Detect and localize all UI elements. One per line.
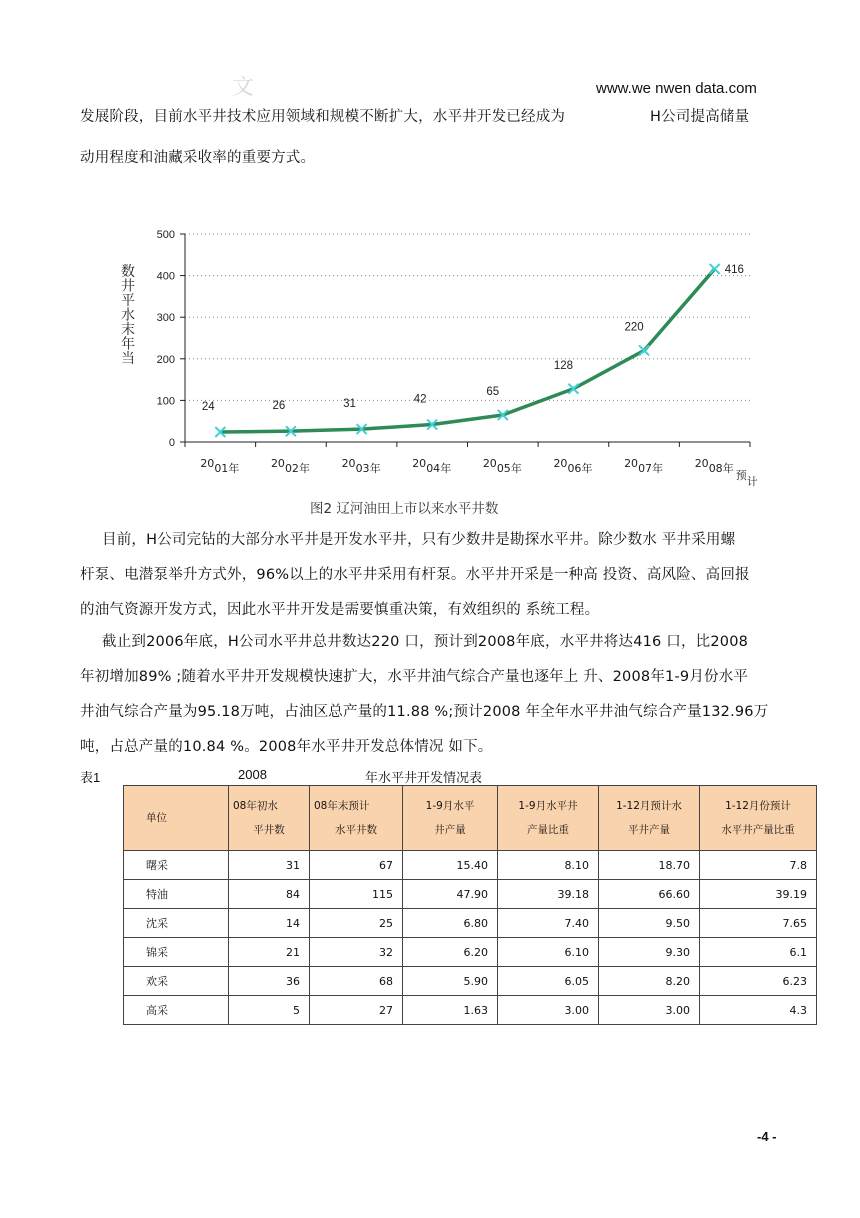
data-label: 220 (624, 321, 644, 334)
table-header-line: 平井产量 (628, 824, 670, 836)
x-tick-label: 2007年 (624, 457, 664, 475)
table-header-line: 1-12月份预计 (725, 800, 791, 812)
y-axis-label-char: 年 (121, 336, 135, 353)
x-tick-label: 2002年 (270, 457, 310, 475)
table-cell: 18.70 (599, 851, 700, 880)
data-label: 416 (724, 263, 744, 276)
table-cell: 7.8 (700, 851, 817, 880)
table-cell: 3.00 (599, 996, 700, 1025)
table-header-line: 井产量 (434, 824, 466, 836)
table-label: 表1 (80, 770, 101, 785)
table-header-line: 08年初水 (233, 800, 278, 812)
table-cell: 6.20 (403, 938, 498, 967)
para2-line-4: 吨，占总产量的10.84 %。2008年水平井开发总体情况 如下。 (80, 739, 493, 755)
data-label: 24 (201, 401, 215, 414)
table-row (124, 909, 817, 938)
y-axis-label-char: 水 (121, 307, 135, 324)
table-header-cell (229, 786, 310, 851)
table-header-cell (599, 786, 700, 851)
table-row (124, 938, 817, 967)
table-cell-unit: 锦采 (124, 938, 229, 967)
table-cell: 6.10 (498, 938, 599, 967)
horizontal-well-table (123, 785, 817, 1025)
table-cell-unit: 高采 (124, 996, 229, 1025)
data-label: 65 (486, 385, 500, 398)
table-header-cell (498, 786, 599, 851)
table-cell: 7.40 (498, 909, 599, 938)
table-header-cell (310, 786, 403, 851)
y-tick-label: 0 (168, 437, 175, 449)
table-cell-unit: 特油 (124, 880, 229, 909)
table-header-cell (700, 786, 817, 851)
table-cell: 6.05 (498, 967, 599, 996)
table-name: 年水平井开发情况表 (365, 771, 483, 786)
table-cell-unit: 沈采 (124, 909, 229, 938)
table-cell: 15.40 (403, 851, 498, 880)
table-row (124, 967, 817, 996)
y-axis-label-char: 井 (121, 278, 135, 295)
table-cell: 32 (310, 938, 403, 967)
y-tick-label: 400 (156, 270, 175, 283)
table-cell: 3.00 (498, 996, 599, 1025)
data-label: 31 (343, 398, 356, 411)
table-cell: 36 (229, 967, 310, 996)
y-axis-label-char: 数 (121, 264, 135, 280)
table-header-cell (403, 786, 498, 851)
x-tick-label: 2001年 (200, 457, 240, 475)
table-cell: 8.10 (498, 851, 599, 880)
x-tick-label: 2004年 (412, 457, 452, 475)
table-cell: 84 (229, 880, 310, 909)
table-cell: 4.3 (700, 996, 817, 1025)
table-cell: 27 (310, 996, 403, 1025)
site-url: www.we nwen data.com (596, 80, 757, 97)
table-header-line: 平井数 (253, 824, 285, 836)
y-axis-label-char: 当 (121, 351, 135, 367)
x-tick-label: 2005年 (482, 457, 522, 475)
table-cell: 39.18 (498, 880, 599, 909)
y-tick-label: 100 (156, 395, 175, 408)
watermark-glyph: 文 (232, 75, 255, 100)
para2-line-1: 截止到2006年底，H公司水平井总井数达220 口，预计到2008年底，水平井将达416 口，比2008 (102, 634, 749, 650)
table-cell-unit: 欢采 (124, 967, 229, 996)
para1-line-3: 的油气资源开发方式，因此水平井开发是需要慎重决策，有效组织的 系统工程。 (80, 602, 600, 618)
table-cell: 5.90 (403, 967, 498, 996)
table-header-line: 水平井数 (335, 824, 377, 836)
table-cell: 7.65 (700, 909, 817, 938)
intro-line-1: 发展阶段，目前水平井技术应用领域和规模不断扩大，水平井开发已经成为 (80, 109, 566, 125)
table-cell: 66.60 (599, 880, 700, 909)
table-header-line: 1-12月预计水 (616, 800, 682, 812)
x-tick-label: 2008年预计 (694, 457, 758, 488)
table-cell: 68 (310, 967, 403, 996)
intro-line-2: 动用程度和油藏采收率的重要方式。 (80, 150, 316, 166)
table-header-line: 1-9月水平井 (518, 800, 578, 812)
figure-caption: 图2 辽河油田上市以来水平井数 (310, 501, 499, 517)
para2-line-2: 年初增加89% ;随着水平井开发规模快速扩大，水平井油气综合产量也逐年上 升、2008年1-9月份水平 (80, 669, 749, 685)
table-row (124, 996, 817, 1025)
table-cell: 1.63 (403, 996, 498, 1025)
y-tick-label: 500 (156, 229, 175, 241)
table-cell: 9.50 (599, 909, 700, 938)
table-header-line: 1-9月水平 (425, 800, 475, 812)
para1-line-2: 杆泵、电潜泵举升方式外，96%以上的水平井采用有杆泵。水平井开采是一种高 投资、高风险、高回报 (80, 567, 750, 583)
intro-line-1-end: H公司提高储量 (650, 109, 750, 125)
table-year: 2008 (238, 767, 267, 782)
y-axis-label-char: 末 (121, 322, 135, 338)
table-cell: 6.80 (403, 909, 498, 938)
horizontal-well-chart (110, 222, 770, 497)
table-cell: 6.23 (700, 967, 817, 996)
series-line (220, 269, 714, 432)
y-axis-label-char: 平 (121, 293, 135, 309)
table-header-line: 08年末预计 (314, 800, 370, 812)
page-number: -4 - (757, 1129, 777, 1144)
table-header-line: 单位 (146, 812, 167, 824)
table-cell: 25 (310, 909, 403, 938)
y-tick-label: 300 (156, 312, 175, 325)
table-cell: 39.19 (700, 880, 817, 909)
table-row (124, 851, 817, 880)
table-body (124, 851, 817, 1025)
table-header-line: 产量比重 (527, 824, 569, 836)
data-label: 128 (553, 359, 574, 372)
para2-line-3: 井油气综合产量为95.18万吨，占油区总产量的11.88 %;预计2008 年全年水平井油气综合产量132.96万 (80, 704, 769, 720)
data-label: 26 (272, 400, 286, 413)
data-label: 42 (413, 393, 427, 406)
table-header-row (124, 786, 817, 851)
table-cell: 14 (229, 909, 310, 938)
table-cell: 47.90 (403, 880, 498, 909)
table-cell: 115 (310, 880, 403, 909)
table-header-line: 水平井产量比重 (721, 824, 795, 836)
y-tick-label: 200 (156, 353, 175, 366)
table-cell: 8.20 (599, 967, 700, 996)
table-cell-unit: 曙采 (124, 851, 229, 880)
table-cell: 9.30 (599, 938, 700, 967)
table-cell: 31 (229, 851, 310, 880)
table-header-cell (124, 786, 229, 851)
table-cell: 67 (310, 851, 403, 880)
x-tick-label: 2006年 (553, 457, 593, 475)
data-point-marker (710, 264, 720, 274)
x-tick-label: 2003年 (341, 457, 381, 475)
para1-line-1: 目前，H公司完钻的大部分水平井是开发水平井，只有少数井是勘探水平井。除少数水 平井采用螺 (102, 532, 736, 548)
table-cell: 21 (229, 938, 310, 967)
table-cell: 6.1 (700, 938, 817, 967)
table-cell: 5 (229, 996, 310, 1025)
table-row (124, 880, 817, 909)
